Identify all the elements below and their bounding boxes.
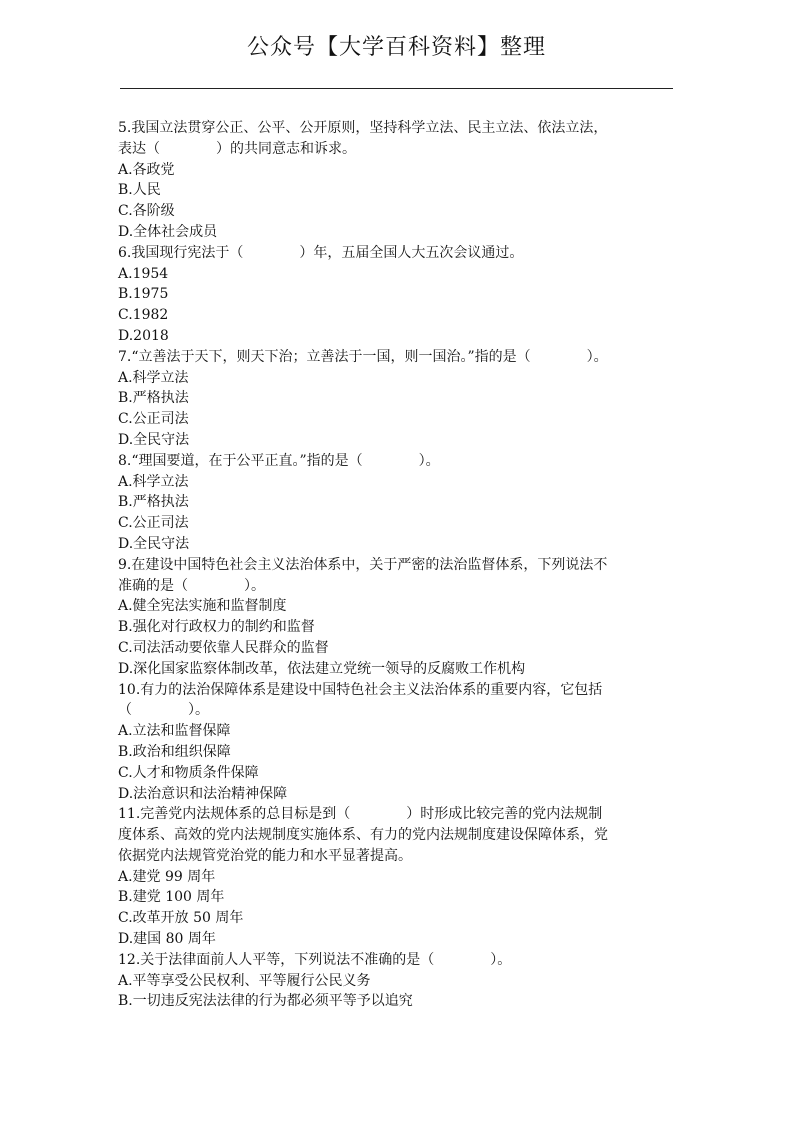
answer-option: A.立法和监督保障 (118, 723, 231, 740)
answer-option: A.健全宪法实施和监督制度 (118, 598, 287, 615)
answer-option: D.2018 (118, 327, 169, 344)
question-stem-line: 准确的是（ ）。 (118, 577, 265, 594)
answer-option: A.平等享受公民权利、平等履行公民义务 (118, 972, 371, 989)
answer-option: C.各阶级 (118, 203, 175, 220)
question-stem-line: 5.我国立法贯穿公正、公平、公开原则，坚持科学立法、民主立法、依法立法， (118, 120, 608, 136)
answer-option: B.1975 (118, 286, 169, 303)
answer-option: C.1982 (118, 307, 169, 324)
answer-option: A.科学立法 (118, 473, 189, 490)
answer-option: D.全民守法 (118, 535, 190, 552)
question-stem-line: 8.“理国要道，在于公平正直。”指的是（ ）。 (118, 452, 440, 469)
answer-option: B.严格执法 (118, 390, 189, 407)
question-stem-line: （ ）。 (118, 702, 209, 719)
answer-option: A.各政党 (118, 161, 175, 178)
answer-option: D.全体社会成员 (118, 223, 218, 240)
answer-option: B.人民 (118, 182, 161, 199)
answer-option: C.司法活动要依靠人民群众的监督 (118, 639, 329, 656)
answer-option: B.一切违反宪法法律的行为都必须平等予以追究 (118, 993, 413, 1010)
answer-option: C.公正司法 (118, 411, 189, 428)
answer-option: D.全民守法 (118, 431, 190, 448)
answer-option: D.深化国家监察体制改革，依法建立党统一领导的反腐败工作机构 (118, 660, 526, 677)
answer-option: B.政治和组织保障 (118, 743, 231, 760)
answer-option: A.建党 99 周年 (118, 868, 216, 885)
question-stem-line: 度体系、高效的党内法规制度实施体系、有力的党内法规制度建设保障体系，党 (118, 827, 608, 844)
question-stem-line: 6.我国现行宪法于（ ）年，五届全国人大五次会议通过。 (118, 244, 524, 261)
answer-option: C.改革开放 50 周年 (118, 910, 244, 927)
answer-option: D.建国 80 周年 (118, 931, 216, 948)
question-stem-line: 10.有力的法治保障体系是建设中国特色社会主义法治体系的重要内容，它包括 (118, 681, 603, 698)
answer-option: B.严格执法 (118, 494, 189, 511)
answer-option: C.人才和物质条件保障 (118, 764, 259, 781)
answer-option: B.建党 100 周年 (118, 889, 225, 906)
question-stem-line: 11.完善党内法规体系的总目标是到（ ）时形成比较完善的党内法规制 (118, 806, 603, 823)
answer-option: D.法治意识和法治精神保障 (118, 785, 288, 802)
answer-option: A.1954 (118, 265, 169, 282)
question-stem-line: 表达（ ）的共同意志和诉求。 (118, 140, 356, 157)
question-stem-line: 12.关于法律面前人人平等，下列说法不准确的是（ ）。 (118, 951, 512, 968)
page-header-title: 公众号【大学百科资料】整理 (246, 35, 546, 60)
question-list (118, 118, 674, 1012)
header-divider (120, 88, 673, 89)
answer-option: C.公正司法 (118, 515, 189, 532)
question-stem-line: 7.“立善法于天下，则天下治；立善法于一国，则一国治。”指的是（ ）。 (118, 348, 608, 365)
question-stem-line: 9.在建设中国特色社会主义法治体系中，关于严密的法治监督体系，下列说法不 (118, 556, 608, 573)
answer-option: A.科学立法 (118, 369, 189, 386)
question-stem-line: 依据党内法规管党治党的能力和水平显著提高。 (118, 847, 412, 864)
answer-option: B.强化对行政权力的制约和监督 (118, 619, 315, 636)
